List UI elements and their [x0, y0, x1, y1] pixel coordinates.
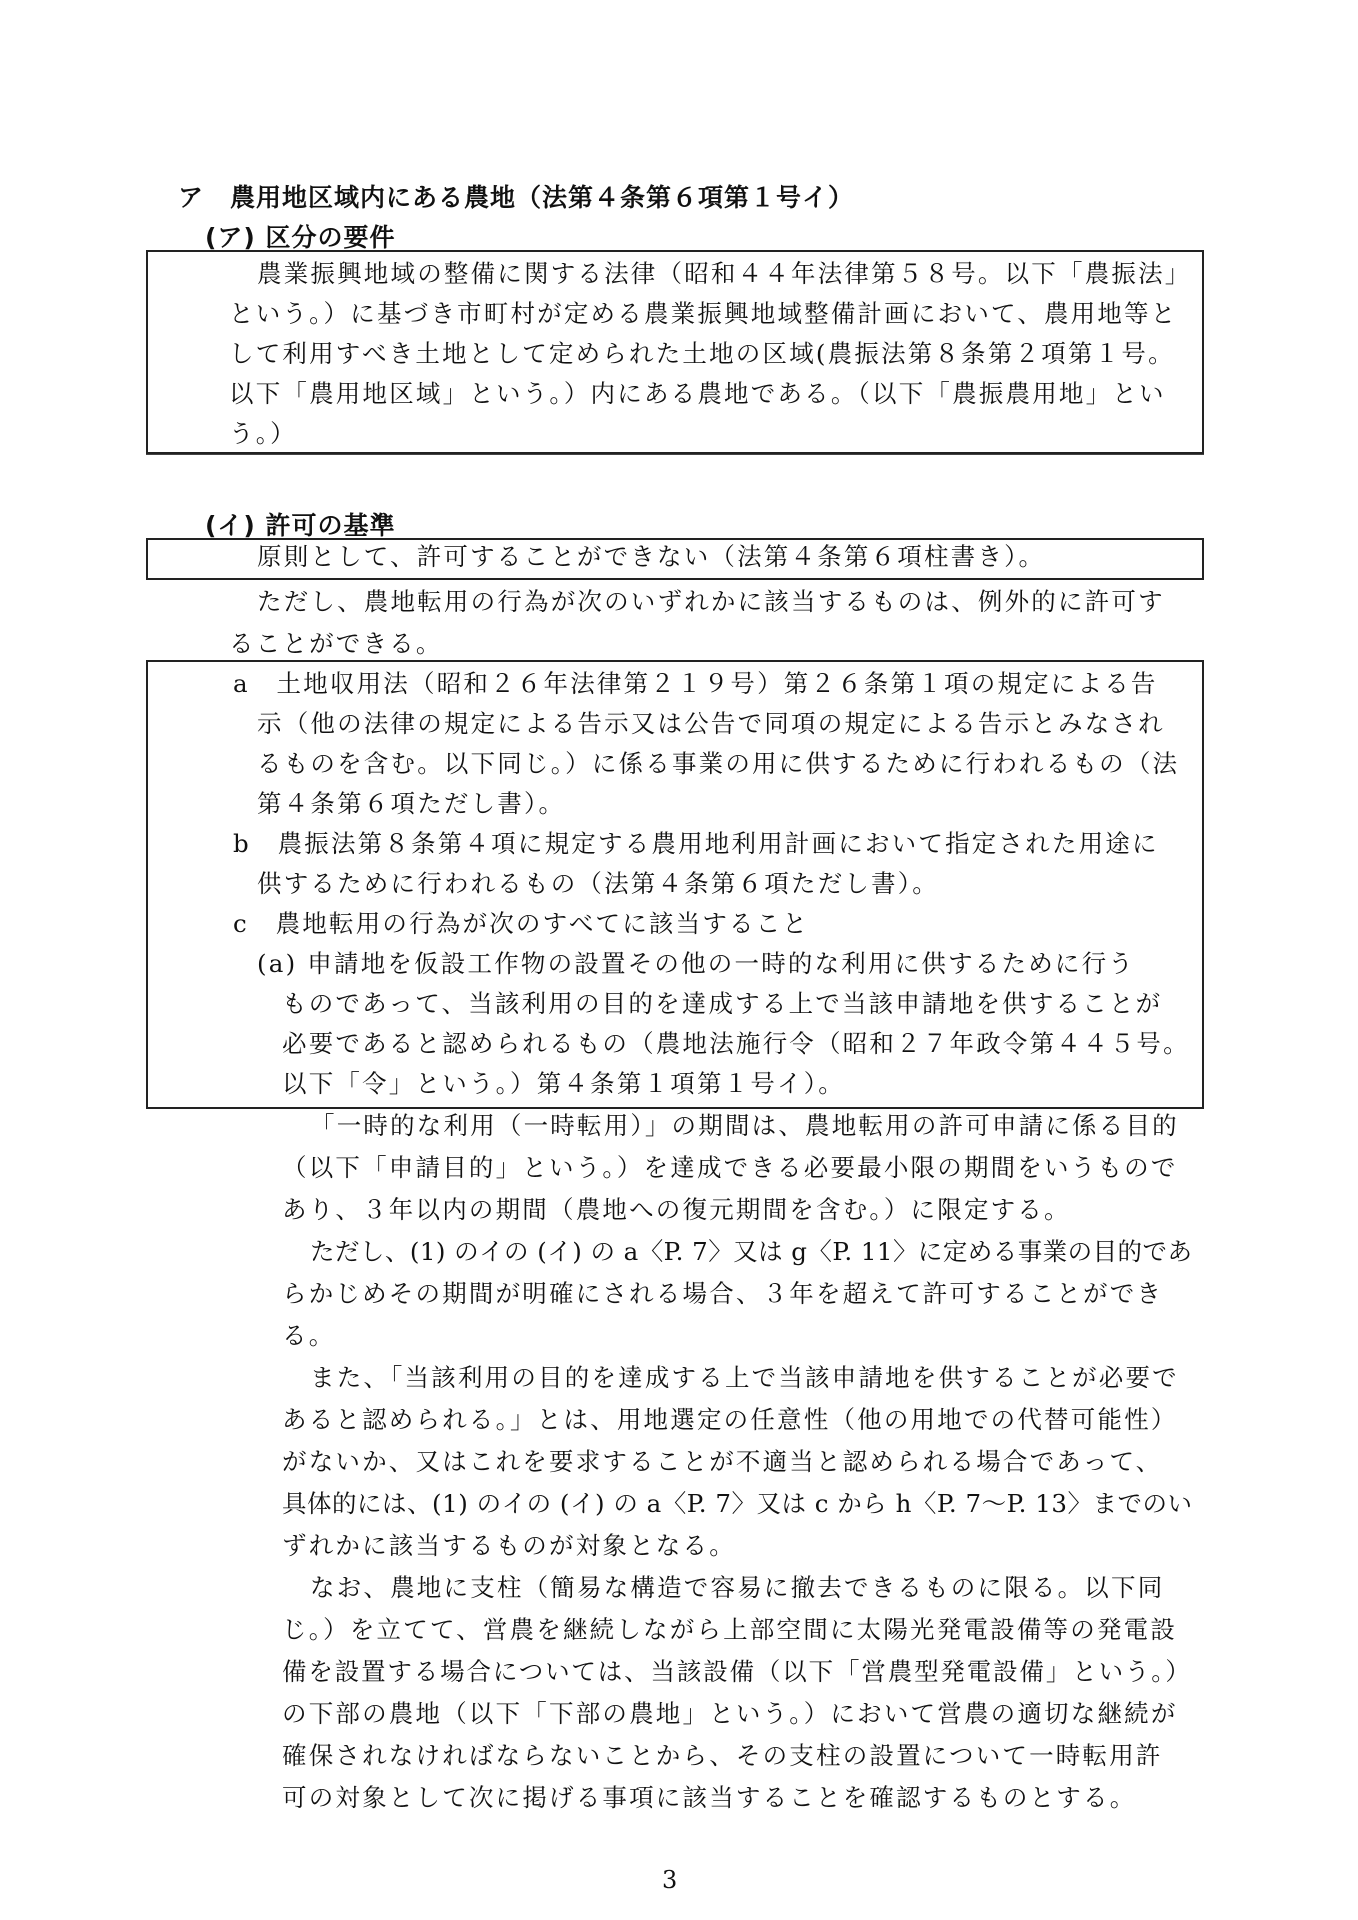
principle-line: 原則として、許可することができない（法第４条第６項柱書き）。	[257, 542, 1046, 571]
body-line: あると認められる。」とは、用地選定の任意性（他の用地での代替可能性）	[282, 1405, 1178, 1434]
body-line: （以下「申請目的」という。）を達成できる必要最小限の期間をいうもので	[282, 1153, 1178, 1182]
body-line: らかじめその期間が明確にされる場合、３年を超えて許可することができ	[282, 1279, 1164, 1308]
body-line: あり、３年以内の期間（農地への復元期間を含む。）に限定する。	[282, 1195, 1071, 1224]
body-line: ただし、(1) のイの (イ) の a〈P. 7〉又は g〈P. 11〉に定める事業の目的であ	[310, 1237, 1193, 1266]
exception-line: ることができる。	[229, 629, 443, 658]
requirements-line: う。）	[229, 419, 297, 448]
exception-item-line: 示（他の法律の規定による告示又は公告で同項の規定による告示とみなされ	[257, 709, 1165, 738]
body-line: 可の対象として次に掲げる事項に該当することを確認するものとする。	[282, 1783, 1137, 1812]
body-line: また、「当該利用の目的を達成する上で当該申請地を供することが必要で	[310, 1363, 1179, 1392]
exception-item-line: 必要であると認められるもの（農地法施行令（昭和２７年政令第４４５号。	[282, 1029, 1190, 1058]
page-number: 3	[662, 1866, 678, 1894]
body-line: 「一時的な利用（一時転用）」の期間は、農地転用の許可申請に係る目的	[310, 1111, 1179, 1140]
body-line: の下部の農地（以下「下部の農地」という。）において営農の適切な継続が	[282, 1699, 1178, 1728]
exception-item-line: c 農地転用の行為が次のすべてに該当すること	[233, 909, 810, 938]
requirements-line: 農業振興地域の整備に関する法律（昭和４４年法律第５８号。以下「農振法」	[257, 259, 1192, 288]
exception-item-line: (a) 申請地を仮設工作物の設置その他の一時的な利用に供するために行う	[257, 949, 1136, 978]
requirements-heading: (ア) 区分の要件	[205, 223, 396, 252]
exception-line: ただし、農地転用の行為が次のいずれかに該当するものは、例外的に許可す	[257, 587, 1165, 616]
exception-item-line: a 土地収用法（昭和２６年法律第２１９号）第２６条第１項の規定による告	[233, 669, 1158, 698]
body-line: なお、農地に支柱（簡易な構造で容易に撤去できるものに限る。以下同	[310, 1573, 1165, 1602]
exception-item-line: 第４条第６項ただし書）。	[257, 789, 566, 818]
exception-item-line: b 農振法第８条第４項に規定する農用地利用計画において指定された用途に	[233, 829, 1159, 858]
body-line: 備を設置する場合については、当該設備（以下「営農型発電設備」という。）	[282, 1657, 1192, 1686]
exception-item-line: ものであって、当該利用の目的を達成する上で当該申請地を供することが	[282, 989, 1163, 1018]
divider	[146, 454, 1204, 455]
section-title: ア 農用地区域内にある農地（法第４条第６項第１号イ）	[178, 183, 855, 212]
body-line: 具体的には、(1) のイの (イ) の a〈P. 7〉又は c から h〈P. 7～P. 13〉までのい	[282, 1489, 1193, 1518]
requirements-line: 以下「農用地区域」という。）内にある農地である。（以下「農振農用地」とい	[229, 379, 1166, 408]
body-line: る。	[282, 1321, 336, 1350]
exception-item-line: るものを含む。以下同じ。）に係る事業の用に供するために行われるもの（法	[257, 749, 1180, 778]
exception-item-line: 以下「令」という。）第４条第１項第１号イ）。	[282, 1069, 845, 1098]
requirements-line: という。）に基づき市町村が定める農業振興地域整備計画において、農用地等と	[229, 299, 1178, 328]
requirements-line: して利用すべき土地として定められた土地の区域(農振法第８条第２項第１号。	[229, 339, 1175, 368]
criteria-heading: (イ) 許可の基準	[205, 511, 396, 540]
body-line: がないか、又はこれを要求することが不適当と認められる場合であって、	[282, 1447, 1163, 1476]
exception-item-line: 供するために行われるもの（法第４条第６項ただし書）。	[257, 869, 939, 898]
body-line: じ。）を立てて、営農を継続しながら上部空間に太陽光発電設備等の発電設	[282, 1615, 1178, 1644]
body-line: 確保されなければならないことから、その支柱の設置について一時転用許	[282, 1741, 1163, 1770]
body-line: ずれかに該当するものが対象となる。	[282, 1531, 736, 1560]
